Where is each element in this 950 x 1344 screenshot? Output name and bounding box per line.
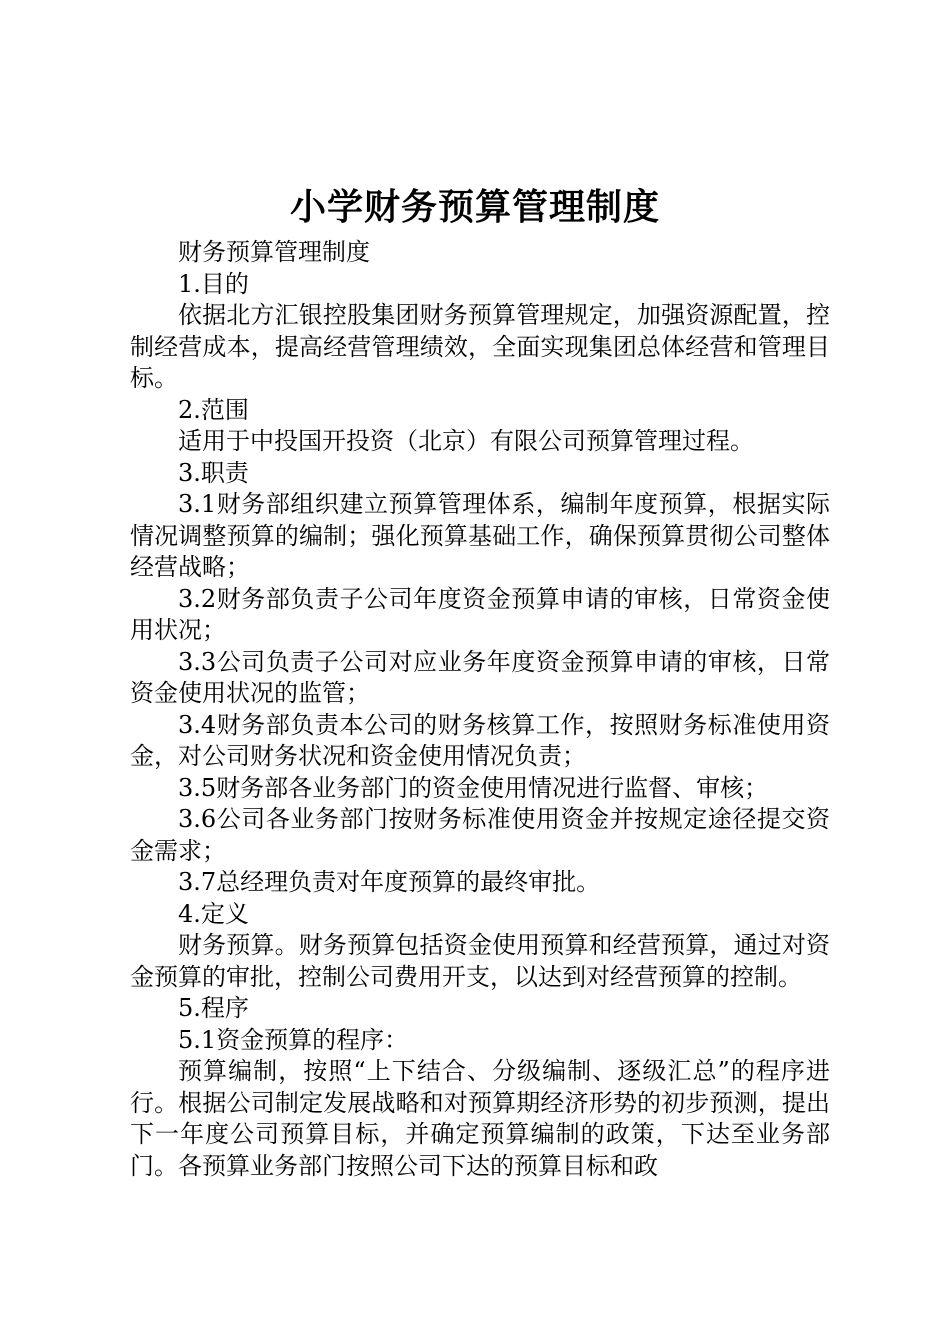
paragraph-duty-3-1: 3.1财务部组织建立预算管理体系，编制年度预算，根据实际情况调整预算的编制；强化预算基础工作，确保预算贯彻公司整体经营战略； xyxy=(130,490,830,581)
paragraph-duty-3-3: 3.3公司负责子公司对应业务年度资金预算申请的审核，日常资金使用状况的监管； xyxy=(130,647,830,707)
paragraph-duty-3-7: 3.7总经理负责对年度预算的最终审批。 xyxy=(178,868,601,896)
subsection-heading-5-1: 5.1资金预算的程序： xyxy=(178,1025,409,1054)
document-title: 小学财务预算管理制度 xyxy=(289,187,660,228)
paragraph-duty-3-2: 3.2财务部负责子公司年度资金预算申请的审核，日常资金使用状况； xyxy=(130,584,830,644)
paragraph-heading: 财务预算管理制度 xyxy=(178,238,370,266)
section-heading-definition: 4.定义 xyxy=(178,899,249,928)
paragraph-definition: 财务预算。财务预算包括资金使用预算和经营预算，通过对资金预算的审批，控制公司费用开支，以达到对经营预算的控制。 xyxy=(130,931,830,991)
section-heading-purpose: 1.目的 xyxy=(178,269,249,298)
section-heading-procedure: 5.程序 xyxy=(178,994,249,1022)
section-heading-scope: 2.范围 xyxy=(178,395,249,424)
paragraph-duty-3-4: 3.4财务部负责本公司的财务核算工作，按照财务标准使用资金，对公司财务状况和资金使用情况负责； xyxy=(130,710,830,770)
paragraph-procedure: 预算编制，按照“上下结合、分级编制、逐级汇总”的程序进行。根据公司制定发展战略和对预算期经济形势的初步预测，提出下一年度公司预算目标，并确定预算编制的政策，下达至业务部门。各预算业务部门按照公司下达的预算目标和政 xyxy=(130,1057,830,1180)
paragraph-purpose: 依据北方汇银控股集团财务预算管理规定，加强资源配置，控制经营成本，提高经营管理绩效，全面实现集团总体经营和管理目标。 xyxy=(130,301,830,392)
paragraph-duty-3-5: 3.5财务部各业务部门的资金使用情况进行监督、审核； xyxy=(178,773,769,802)
paragraph-duty-3-6: 3.6公司各业务部门按财务标准使用资金并按规定途径提交资金需求； xyxy=(130,805,830,865)
section-heading-duties: 3.职责 xyxy=(178,458,249,487)
paragraph-scope: 适用于中投国开投资（北京）有限公司预算管理过程。 xyxy=(178,427,754,455)
document-body xyxy=(130,237,830,1182)
